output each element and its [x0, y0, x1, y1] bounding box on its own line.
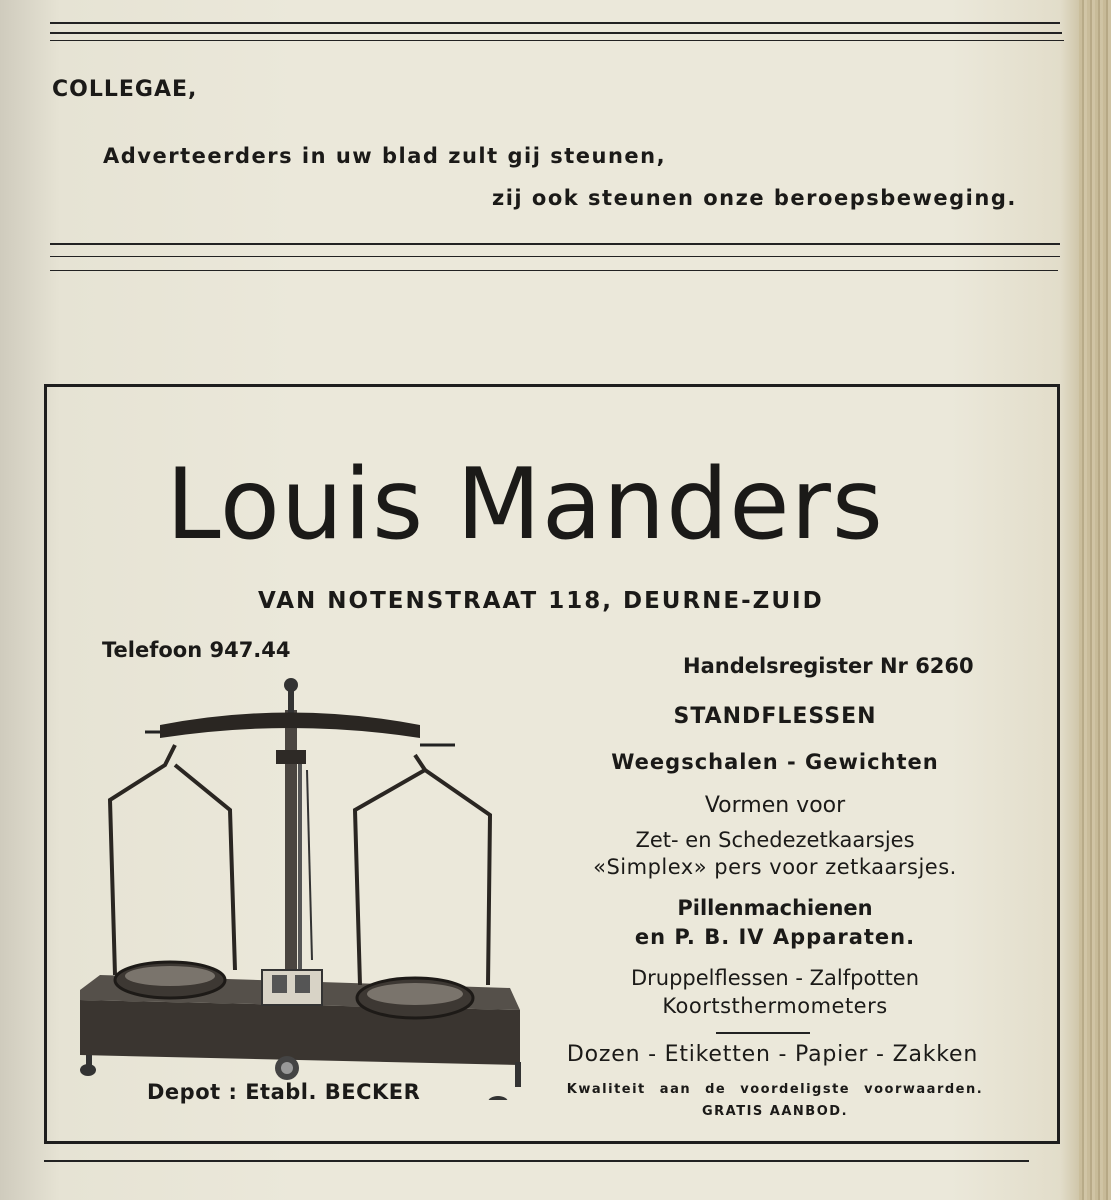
balance-scale-illustration — [70, 670, 540, 1100]
mid-rule-2 — [50, 256, 1060, 257]
appeal-line-1: Adverteerders in uw blad zult gij steunen, — [103, 144, 667, 168]
top-rule-3 — [50, 40, 1064, 41]
free-offer: GRATIS AANBOD. — [701, 1104, 849, 1119]
product-druppelflessen: Druppelflessen - Zalfpotten — [630, 966, 920, 990]
mid-rule-3 — [50, 270, 1058, 271]
telephone: Telefoon 947.44 — [102, 638, 291, 662]
product-pillen: Pillenmachienen — [677, 896, 873, 920]
product-zetkaarsjes: Zet- en Schedezetkaarsjes — [635, 828, 915, 852]
quality-note: Kwaliteit aan de voordeligste voorwaarden. — [566, 1082, 984, 1097]
product-standflessen: STANDFLESSEN — [673, 704, 877, 729]
product-dozen: Dozen - Etiketten - Papier - Zakken — [566, 1042, 979, 1067]
product-pb-apparaten: en P. B. IV Apparaten. — [634, 925, 916, 949]
appeal-line-2: zij ook steunen onze beroepsbeweging. — [492, 186, 1017, 210]
trade-register: Handelsregister Nr 6260 — [683, 654, 974, 678]
brand-name: Louis Manders — [166, 448, 884, 562]
book-spine — [1079, 0, 1111, 1200]
depot: Depot : Etabl. BECKER — [147, 1080, 421, 1104]
bottom-rule — [44, 1160, 1029, 1162]
product-koortsthermometers: Koortsthermometers — [662, 994, 888, 1018]
product-vormen: Vormen voor — [704, 793, 846, 818]
address: VAN NOTENSTRAAT 118, DEURNE-ZUID — [258, 588, 824, 614]
product-weegschalen: Weegschalen - Gewichten — [611, 750, 939, 774]
salutation: COLLEGAE, — [52, 77, 198, 102]
separator-line — [716, 1032, 810, 1034]
mid-rule-1 — [50, 243, 1060, 245]
top-rule-2 — [50, 32, 1062, 34]
top-rule-1 — [50, 22, 1060, 24]
product-simplex: «Simplex» pers voor zetkaarsjes. — [593, 855, 957, 879]
